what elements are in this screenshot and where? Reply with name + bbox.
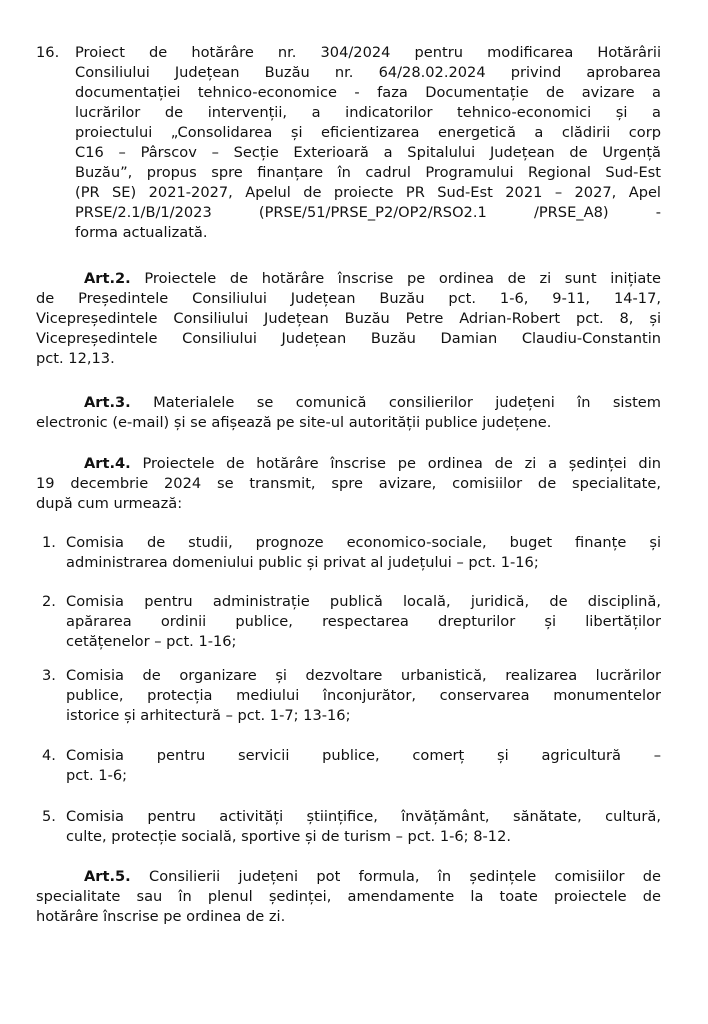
item-line: Comisia de studii, prognoze economico-sociale, buget finanțe și [66, 534, 661, 551]
item-line: administrarea domeniului public și privat al județului – pct. 1-16; [66, 554, 539, 571]
article-first-line [84, 868, 661, 886]
item-line: C16 – Pârscov – Secție Exterioară a Spitalului Județean de Urgență [75, 144, 661, 161]
item-line: istorice și arhitectură – pct. 1-7; 13-16; [66, 707, 351, 724]
item-line: (PR SE) 2021-2027, Apelul de proiecte PR Sud-Est 2021 – 2027, Apel [75, 184, 661, 201]
item-number: 1. [42, 534, 56, 551]
item-number: 16. [36, 44, 60, 61]
article-line: Vicepreședintele Consiliului Județean Buzău Petre Adrian-Robert pct. 8, și [36, 310, 661, 327]
item-number: 3. [42, 667, 56, 684]
article-line: specialitate sau în plenul ședinței, amendamente la toate proiectele de [36, 888, 661, 905]
article-line: după cum urmează: [36, 495, 183, 512]
article-first-line [84, 455, 661, 473]
item-line: Buzău”, propus spre finanțare în cadrul Programului Regional Sud-Est [75, 164, 661, 181]
article-line: 19 decembrie 2024 se transmit, spre avizare, comisiilor de specialitate, [36, 475, 661, 492]
article-line: pct. 12,13. [36, 350, 115, 367]
article-label: Art.2. [84, 270, 131, 287]
item-line: publice, protecția mediului înconjurător, conservarea monumentelor [66, 687, 661, 704]
article-line: hotărâre înscrise pe ordinea de zi. [36, 908, 286, 925]
item-line: Proiect de hotărâre nr. 304/2024 pentru modificarea Hotărârii [75, 44, 661, 61]
article-line: de Președintele Consiliului Județean Buzău pct. 1-6, 9-11, 14-17, [36, 290, 661, 307]
article-line: electronic (e-mail) și se afișează pe site-ul autorității publice județene. [36, 414, 552, 431]
item-line: Comisia pentru servicii publice, comerț și agricultură – [66, 747, 661, 764]
item-line: proiectului „Consolidarea și eficientizarea energetică a clădirii corp [75, 124, 661, 141]
article-text: Proiectele de hotărâre înscrise pe ordinea de zi sunt inițiate [144, 270, 662, 287]
article-first-line [84, 270, 661, 288]
item-line: culte, protecție socială, sportive și de turism – pct. 1-6; 8-12. [66, 828, 511, 845]
item-line: Consiliului Județean Buzău nr. 64/28.02.2024 privind aprobarea [75, 64, 661, 81]
item-line: pct. 1-6; [66, 767, 128, 784]
item-line: Comisia pentru administrație publică locală, juridică, de disciplină, [66, 593, 661, 610]
item-line: apărarea ordinii publice, respectarea drepturilor și libertăților [66, 613, 661, 630]
item-line: Comisia pentru activități științifice, învățământ, sănătate, cultură, [66, 808, 661, 825]
article-label: Art.4. [84, 455, 131, 472]
article-line: Vicepreședintele Consiliului Județean Buzău Damian Claudiu-Constantin [36, 330, 661, 347]
article-label: Art.3. [84, 394, 131, 411]
item-line: forma actualizată. [75, 224, 208, 241]
article-text: Materialele se comunică consilierilor județeni în sistem [153, 394, 662, 411]
item-number: 5. [42, 808, 56, 825]
item-line: documentației tehnico-economice - faza Documentație de avizare a [75, 84, 661, 101]
item-line: cetățenelor – pct. 1-16; [66, 633, 237, 650]
item-line: Comisia de organizare și dezvoltare urbanistică, realizarea lucrărilor [66, 667, 661, 684]
article-text: Proiectele de hotărâre înscrise pe ordinea de zi a ședinței din [142, 455, 661, 472]
article-first-line [84, 394, 661, 412]
article-text: Consilierii județeni pot formula, în ședințele comisiilor de [149, 868, 662, 885]
item-line: PRSE/2.1/B/1/2023 (PRSE/51/PRSE_P2/OP2/RSO2.1 /PRSE_A8) - [75, 204, 661, 221]
item-number: 2. [42, 593, 56, 610]
article-label: Art.5. [84, 868, 131, 885]
item-line: lucrărilor de intervenții, a indicatorilor tehnico-economici și a [75, 104, 661, 121]
item-number: 4. [42, 747, 56, 764]
